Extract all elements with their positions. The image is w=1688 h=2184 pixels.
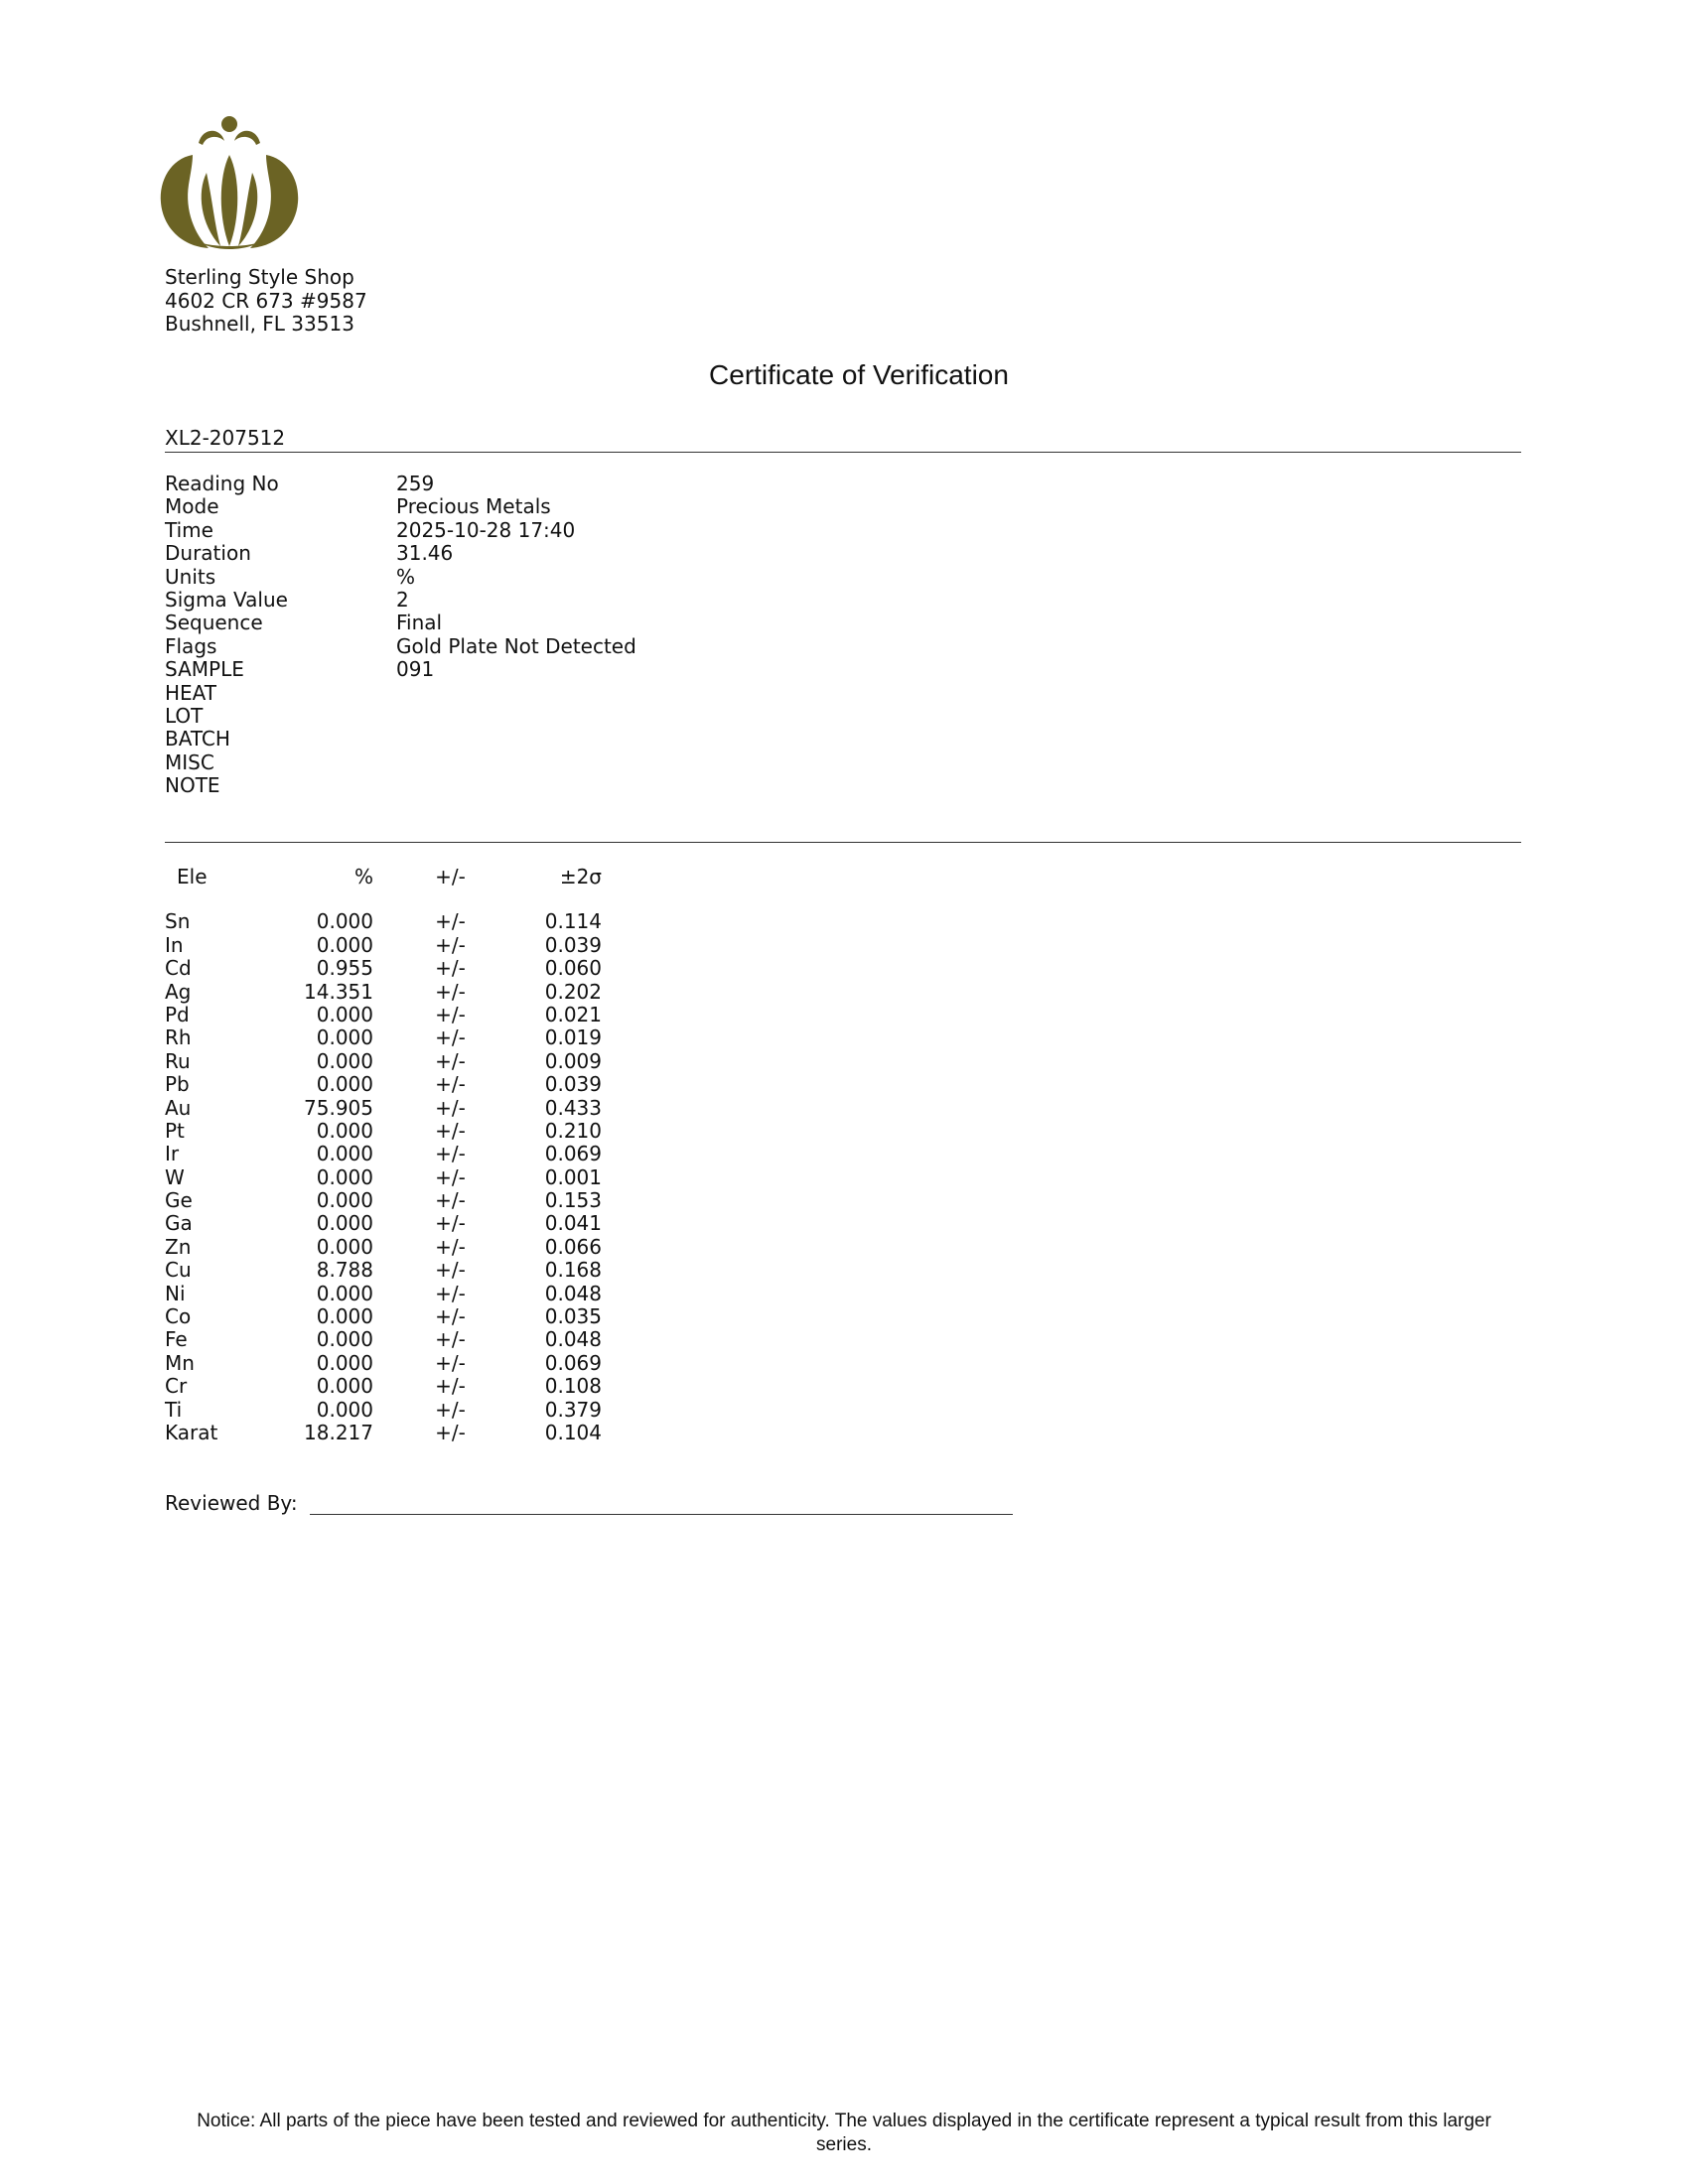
- table-row: [165, 1050, 602, 1073]
- table-row: [165, 934, 602, 957]
- meta-value: Final: [396, 611, 443, 635]
- percent-cell: 0.000: [316, 1118, 373, 1143]
- element-cell: Zn: [165, 1234, 192, 1259]
- element-cell: Cd: [165, 956, 192, 981]
- meta-row-sigma-value: [165, 589, 636, 612]
- meta-value: 2: [396, 587, 409, 612]
- meta-row-units: [165, 566, 636, 589]
- table-row: [165, 1236, 602, 1259]
- meta-value: Gold Plate Not Detected: [396, 633, 636, 658]
- header-element: Ele: [177, 865, 208, 888]
- meta-label: Sequence: [165, 611, 263, 635]
- meta-label: Mode: [165, 494, 219, 519]
- plus-minus-cell: +/-: [435, 1164, 466, 1189]
- header-plus-minus: +/-: [435, 865, 466, 888]
- percent-cell: 0.000: [316, 1350, 373, 1375]
- meta-value: 091: [396, 657, 435, 682]
- certificate-serial: XL2-207512: [165, 426, 286, 450]
- plus-minus-cell: +/-: [435, 1374, 466, 1399]
- meta-row-flags: [165, 635, 636, 658]
- two-sigma-cell: 0.021: [544, 1002, 602, 1026]
- two-sigma-cell: 0.066: [544, 1234, 602, 1259]
- percent-cell: 0.000: [316, 1072, 373, 1097]
- two-sigma-cell: 0.069: [544, 1142, 602, 1166]
- two-sigma-cell: 0.019: [544, 1025, 602, 1050]
- plus-minus-cell: +/-: [435, 932, 466, 957]
- percent-cell: 14.351: [304, 979, 373, 1004]
- element-cell: Cr: [165, 1374, 188, 1399]
- shop-address: [165, 266, 367, 337]
- element-cell: Rh: [165, 1025, 192, 1050]
- element-cell: Ir: [165, 1142, 180, 1166]
- percent-cell: 75.905: [304, 1095, 373, 1120]
- element-cell: Mn: [165, 1350, 195, 1375]
- header-percent: %: [353, 865, 373, 888]
- meta-label: NOTE: [165, 773, 220, 798]
- plus-minus-cell: +/-: [435, 1350, 466, 1375]
- meta-value: %: [396, 564, 416, 589]
- plus-minus-cell: +/-: [435, 1142, 466, 1166]
- two-sigma-cell: 0.202: [544, 979, 602, 1004]
- results-table: [165, 866, 602, 1444]
- percent-cell: 0.000: [316, 1327, 373, 1352]
- meta-row-note: [165, 774, 636, 797]
- two-sigma-cell: 0.048: [544, 1281, 602, 1305]
- meta-label: Flags: [165, 633, 217, 658]
- two-sigma-cell: 0.035: [544, 1304, 602, 1329]
- table-row: [165, 1375, 602, 1398]
- element-cell: In: [165, 932, 184, 957]
- two-sigma-cell: 0.060: [544, 956, 602, 981]
- meta-row-lot: [165, 705, 636, 728]
- plus-minus-cell: +/-: [435, 1258, 466, 1283]
- reviewed-by: [165, 1491, 1013, 1515]
- meta-row-heat: [165, 682, 636, 705]
- meta-value: Precious Metals: [396, 494, 551, 519]
- meta-row-reading-no: [165, 473, 636, 495]
- plus-minus-cell: +/-: [435, 1048, 466, 1073]
- two-sigma-cell: 0.108: [544, 1374, 602, 1399]
- percent-cell: 0.000: [316, 932, 373, 957]
- meta-label: MISC: [165, 750, 214, 774]
- plus-minus-cell: +/-: [435, 1327, 466, 1352]
- meta-row-duration: [165, 542, 636, 565]
- table-row: [165, 1143, 602, 1165]
- table-row: [165, 957, 602, 980]
- table-row: [165, 1328, 602, 1351]
- meta-label: HEAT: [165, 680, 217, 705]
- table-row: [165, 1189, 602, 1212]
- percent-cell: 0.000: [316, 1142, 373, 1166]
- meta-label: Duration: [165, 541, 251, 566]
- reading-details: [165, 473, 636, 797]
- element-cell: Ge: [165, 1188, 193, 1213]
- plus-minus-cell: +/-: [435, 1281, 466, 1305]
- meta-label: BATCH: [165, 727, 230, 751]
- meta-row-time: [165, 519, 636, 542]
- plus-minus-cell: +/-: [435, 1002, 466, 1026]
- percent-cell: 0.000: [316, 1002, 373, 1026]
- plus-minus-cell: +/-: [435, 1234, 466, 1259]
- element-cell: Ag: [165, 979, 192, 1004]
- table-row: [165, 1120, 602, 1143]
- percent-cell: 0.000: [316, 1211, 373, 1236]
- plus-minus-cell: +/-: [435, 979, 466, 1004]
- reviewed-by-label: Reviewed By:: [165, 1491, 298, 1515]
- footer-notice: Notice: All parts of the piece have been tested and reviewed for authenticity. The values displayed in the certificate represent a typical result from this larger series.: [197, 2111, 1491, 2155]
- element-cell: Pt: [165, 1118, 185, 1143]
- element-cell: Cu: [165, 1258, 192, 1283]
- percent-cell: 0.000: [316, 1397, 373, 1422]
- percent-cell: 0.000: [316, 1164, 373, 1189]
- header-two-sigma: ±2σ: [559, 865, 602, 888]
- lotus-flower-logo-icon: [159, 115, 300, 250]
- element-cell: Sn: [165, 909, 191, 934]
- element-cell: Co: [165, 1304, 192, 1329]
- shop-name: Sterling Style Shop: [165, 265, 354, 289]
- two-sigma-cell: 0.069: [544, 1350, 602, 1375]
- percent-cell: 18.217: [304, 1420, 373, 1444]
- two-sigma-cell: 0.168: [544, 1258, 602, 1283]
- meta-label: Time: [165, 517, 213, 542]
- plus-minus-cell: +/-: [435, 1211, 466, 1236]
- table-row: [165, 981, 602, 1004]
- meta-label: Sigma Value: [165, 587, 288, 612]
- table-row: [165, 1026, 602, 1049]
- two-sigma-cell: 0.039: [544, 932, 602, 957]
- percent-cell: 0.955: [316, 956, 373, 981]
- meta-label: LOT: [165, 703, 204, 728]
- element-cell: Ti: [165, 1397, 183, 1422]
- meta-value: 31.46: [396, 541, 454, 566]
- plus-minus-cell: +/-: [435, 1188, 466, 1213]
- element-cell: Ni: [165, 1281, 186, 1305]
- shop-address-line1: 4602 CR 673 #9587: [165, 288, 367, 313]
- two-sigma-cell: 0.153: [544, 1188, 602, 1213]
- meta-row-misc: [165, 751, 636, 774]
- element-cell: Fe: [165, 1327, 188, 1352]
- meta-row-mode: [165, 495, 636, 518]
- table-row: [165, 1259, 602, 1282]
- meta-label: Reading No: [165, 472, 279, 495]
- element-cell: W: [165, 1164, 185, 1189]
- percent-cell: 0.000: [316, 1048, 373, 1073]
- table-row: [165, 1166, 602, 1189]
- table-row: [165, 1212, 602, 1235]
- percent-cell: 0.000: [316, 1374, 373, 1399]
- two-sigma-cell: 0.104: [544, 1420, 602, 1444]
- two-sigma-cell: 0.433: [544, 1095, 602, 1120]
- percent-cell: 0.000: [316, 1025, 373, 1050]
- table-row: [165, 910, 602, 933]
- two-sigma-cell: 0.009: [544, 1048, 602, 1073]
- plus-minus-cell: +/-: [435, 1095, 466, 1120]
- percent-cell: 0.000: [316, 1304, 373, 1329]
- table-row: [165, 1399, 602, 1422]
- meta-value: 2025-10-28 17:40: [396, 517, 576, 542]
- results-header-row: [165, 866, 602, 888]
- table-row: [165, 1097, 602, 1120]
- plus-minus-cell: +/-: [435, 956, 466, 981]
- percent-cell: 0.000: [316, 1281, 373, 1305]
- meta-value: 259: [396, 472, 435, 495]
- table-row: [165, 1352, 602, 1375]
- two-sigma-cell: 0.114: [544, 909, 602, 934]
- shop-address-line2: Bushnell, FL 33513: [165, 312, 354, 336]
- percent-cell: 0.000: [316, 1234, 373, 1259]
- element-cell: Pd: [165, 1002, 190, 1026]
- two-sigma-cell: 0.379: [544, 1397, 602, 1422]
- plus-minus-cell: +/-: [435, 909, 466, 934]
- percent-cell: 0.000: [316, 909, 373, 934]
- page-title: Certificate of Verification: [709, 359, 1009, 390]
- divider-middle: [165, 842, 1521, 843]
- meta-row-batch: [165, 728, 636, 751]
- meta-label: SAMPLE: [165, 657, 244, 682]
- meta-row-sequence: [165, 612, 636, 634]
- table-row: [165, 1305, 602, 1328]
- percent-cell: 0.000: [316, 1188, 373, 1213]
- element-cell: Pb: [165, 1072, 190, 1097]
- table-row: [165, 1073, 602, 1096]
- element-cell: Karat: [165, 1420, 218, 1444]
- plus-minus-cell: +/-: [435, 1025, 466, 1050]
- table-row: [165, 1283, 602, 1305]
- element-cell: Ga: [165, 1211, 193, 1236]
- table-row: [165, 1422, 602, 1444]
- meta-label: Units: [165, 564, 216, 589]
- divider-top: [165, 452, 1521, 453]
- plus-minus-cell: +/-: [435, 1072, 466, 1097]
- plus-minus-cell: +/-: [435, 1118, 466, 1143]
- results-body: [165, 910, 602, 1444]
- plus-minus-cell: +/-: [435, 1304, 466, 1329]
- two-sigma-cell: 0.039: [544, 1072, 602, 1097]
- meta-row-sample: [165, 658, 636, 681]
- plus-minus-cell: +/-: [435, 1397, 466, 1422]
- table-row: [165, 1004, 602, 1026]
- element-cell: Ru: [165, 1048, 191, 1073]
- element-cell: Au: [165, 1095, 192, 1120]
- plus-minus-cell: +/-: [435, 1420, 466, 1444]
- two-sigma-cell: 0.041: [544, 1211, 602, 1236]
- two-sigma-cell: 0.001: [544, 1164, 602, 1189]
- percent-cell: 8.788: [316, 1258, 373, 1283]
- signature-line[interactable]: [310, 1492, 1013, 1515]
- two-sigma-cell: 0.210: [544, 1118, 602, 1143]
- two-sigma-cell: 0.048: [544, 1327, 602, 1352]
